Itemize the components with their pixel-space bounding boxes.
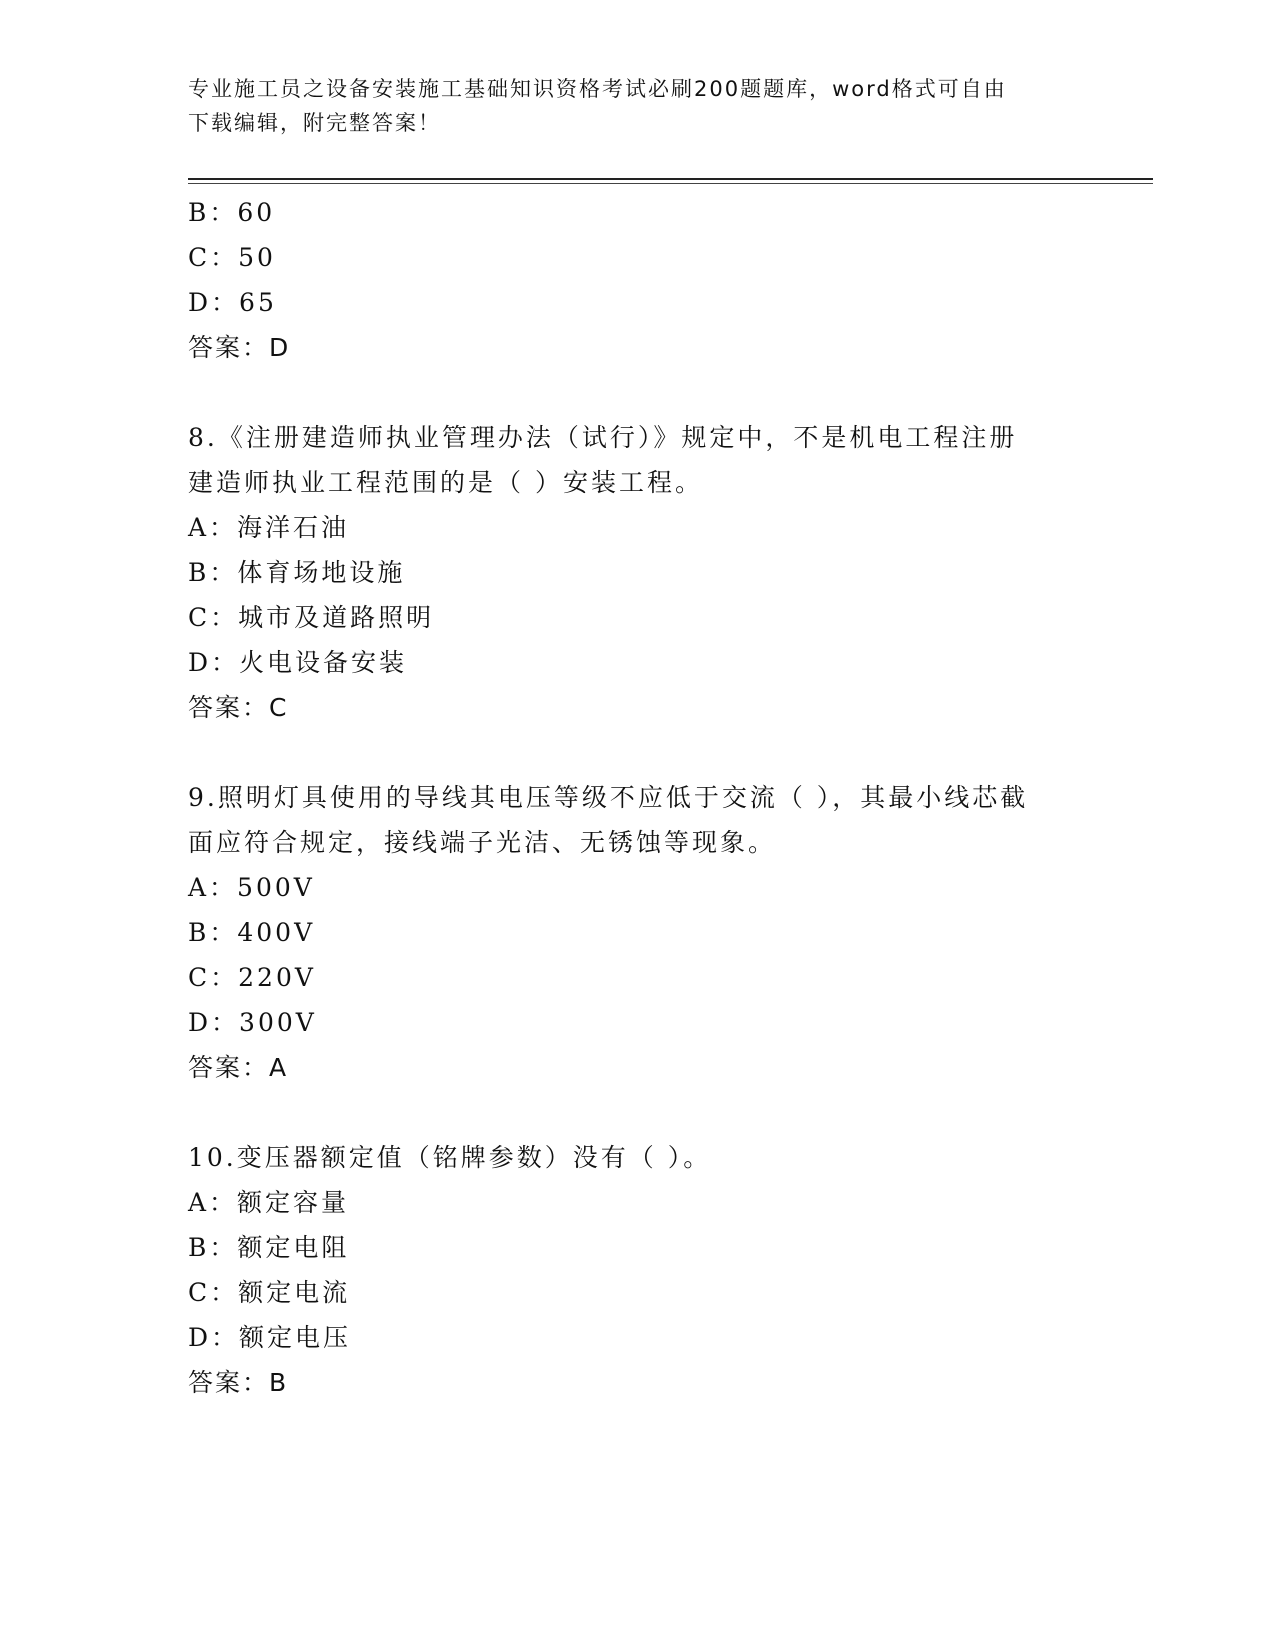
question-10 (188, 1135, 1088, 1405)
option-d: D：65 (188, 288, 277, 317)
document-header (188, 72, 1068, 140)
answer-line: 答案：A (188, 1053, 289, 1082)
answer-line: 答案：C (188, 693, 289, 722)
option-b: B：60 (188, 198, 276, 227)
document-body (188, 190, 1088, 1405)
question-9 (188, 775, 1088, 1090)
question-stem: 9.照明灯具使用的导线其电压等级不应低于交流（ ），其最小线芯截 (188, 783, 1029, 812)
header-divider-thin (188, 183, 1153, 184)
option-c: C：城市及道路照明 (188, 603, 435, 632)
option-b: B：体育场地设施 (188, 558, 406, 587)
question-8 (188, 415, 1088, 730)
header-line-1: 专业施工员之设备安装施工基础知识资格考试必刷200题题库，word格式可自由 (188, 77, 1007, 101)
question-7-continued (188, 190, 1088, 370)
option-d: D：额定电压 (188, 1323, 352, 1352)
option-a: A：额定容量 (188, 1188, 350, 1217)
option-a: A：海洋石油 (188, 513, 350, 542)
option-d: D：300V (188, 1008, 317, 1037)
answer-line: 答案：B (188, 1368, 289, 1397)
option-d: D：火电设备安装 (188, 648, 408, 677)
option-c: C：额定电流 (188, 1278, 351, 1307)
question-stem: 10.变压器额定值（铭牌参数）没有（ ）。 (188, 1143, 712, 1172)
option-b: B：400V (188, 918, 316, 947)
header-line-2: 下载编辑，附完整答案！ (188, 111, 441, 135)
header-divider-thick (188, 178, 1153, 180)
option-c: C：220V (188, 963, 316, 992)
question-stem: 面应符合规定，接线端子光洁、无锈蚀等现象。 (188, 828, 777, 857)
question-stem: 建造师执业工程范围的是（ ）安装工程。 (188, 468, 703, 497)
question-stem: 8.《注册建造师执业管理办法（试行）》规定中，不是机电工程注册 (188, 423, 1018, 452)
answer-line: 答案：D (188, 333, 291, 362)
option-b: B：额定电阻 (188, 1233, 350, 1262)
option-a: A：500V (188, 873, 315, 902)
option-c: C：50 (188, 243, 276, 272)
